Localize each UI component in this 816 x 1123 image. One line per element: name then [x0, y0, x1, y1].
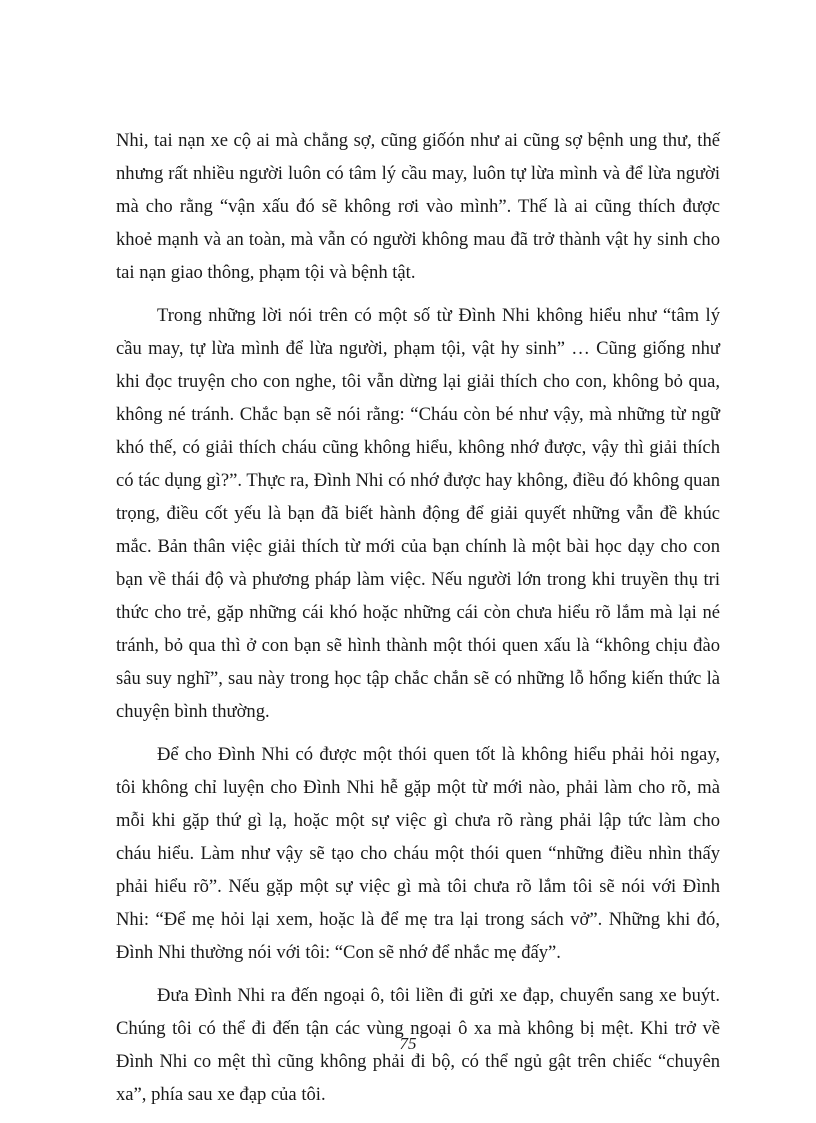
- paragraph-2: Trong những lời nói trên có một số từ Đình Nhi không hiểu như “tâm lý cầu may, tự lừa mình để lừa người, phạm tội, vật hy sinh” … Cũng giống như khi đọc truyện cho con nghe, tôi vẫn dừng lại giải thích cho con, không bỏ qua, không né tránh. Chắc bạn sẽ nói rằng: “Cháu còn bé như vậy, mà những từ ngữ khó thế, có giải thích cháu cũng không hiểu, không nhớ được, vậy thì giải thích có tác dụng gì?”. Thực ra, Đình Nhi có nhớ được hay không, điều đó không quan trọng, điều cốt yếu là bạn đã biết hành động để giải quyết những vẫn đề khúc mắc. Bản thân việc giải thích từ mới của bạn chính là một bài học dạy cho con bạn về thái độ và phương pháp làm việc. Nếu người lớn trong khi truyền thụ tri thức cho trẻ, gặp những cái khó hoặc những cái còn chưa hiểu rõ lắm mà lại né tránh, bỏ qua thì ở con bạn sẽ hình thành một thói quen xấu là “không chịu đào sâu suy nghĩ”, sau này trong học tập chắc chắn sẽ có những lỗ hổng kiến thức là chuyện bình thường.: [116, 305, 720, 722]
- paragraph-1: Nhi, tai nạn xe cộ ai mà chẳng sợ, cũng giốón như ai cũng sợ bệnh ung thư, thế nhưng rất nhiều người luôn có tâm lý cầu may, luôn tự lừa mình và để lừa người mà cho rằng “vận xấu đó sẽ không rơi vào mình”. Thế là ai cũng thích được khoẻ mạnh và an toàn, mà vẫn có người không mau đã trở thành vật hy sinh cho tai nạn giao thông, phạm tội và bệnh tật.: [116, 130, 720, 283]
- paragraph-4: Đưa Đình Nhi ra đến ngoại ô, tôi liền đi gửi xe đạp, chuyển sang xe buýt. Chúng tôi có thể đi đến tận các vùng ngoại ô xa mà không bị mệt. Khi trở về Đình Nhi co mệt thì cũng không phải đi bộ, có thể ngủ gật trên chiếc “chuyên xa”, phía sau xe đạp của tôi.: [116, 985, 720, 1105]
- page-number: 75: [399, 1034, 417, 1053]
- page-body: [116, 124, 720, 1121]
- paragraph-3: Để cho Đình Nhi có được một thói quen tốt là không hiểu phải hỏi ngay, tôi không chỉ luyện cho Đình Nhi hễ gặp một từ mới nào, phải làm cho rõ, mà mỗi khi gặp thứ gì lạ, hoặc một sự việc gì chưa rõ ràng phải lập tức làm cho cháu hiểu. Làm như vậy sẽ tạo cho cháu một thói quen “những điều nhìn thấy phải hiểu rõ”. Nếu gặp một sự việc gì mà tôi chưa rõ lắm tôi sẽ nói với Đình Nhi: “Để mẹ hỏi lại xem, hoặc là để mẹ tra lại trong sách vở”. Những khi đó, Đình Nhi thường nói với tôi: “Con sẽ nhớ để nhắc mẹ đấy”.: [116, 744, 720, 963]
